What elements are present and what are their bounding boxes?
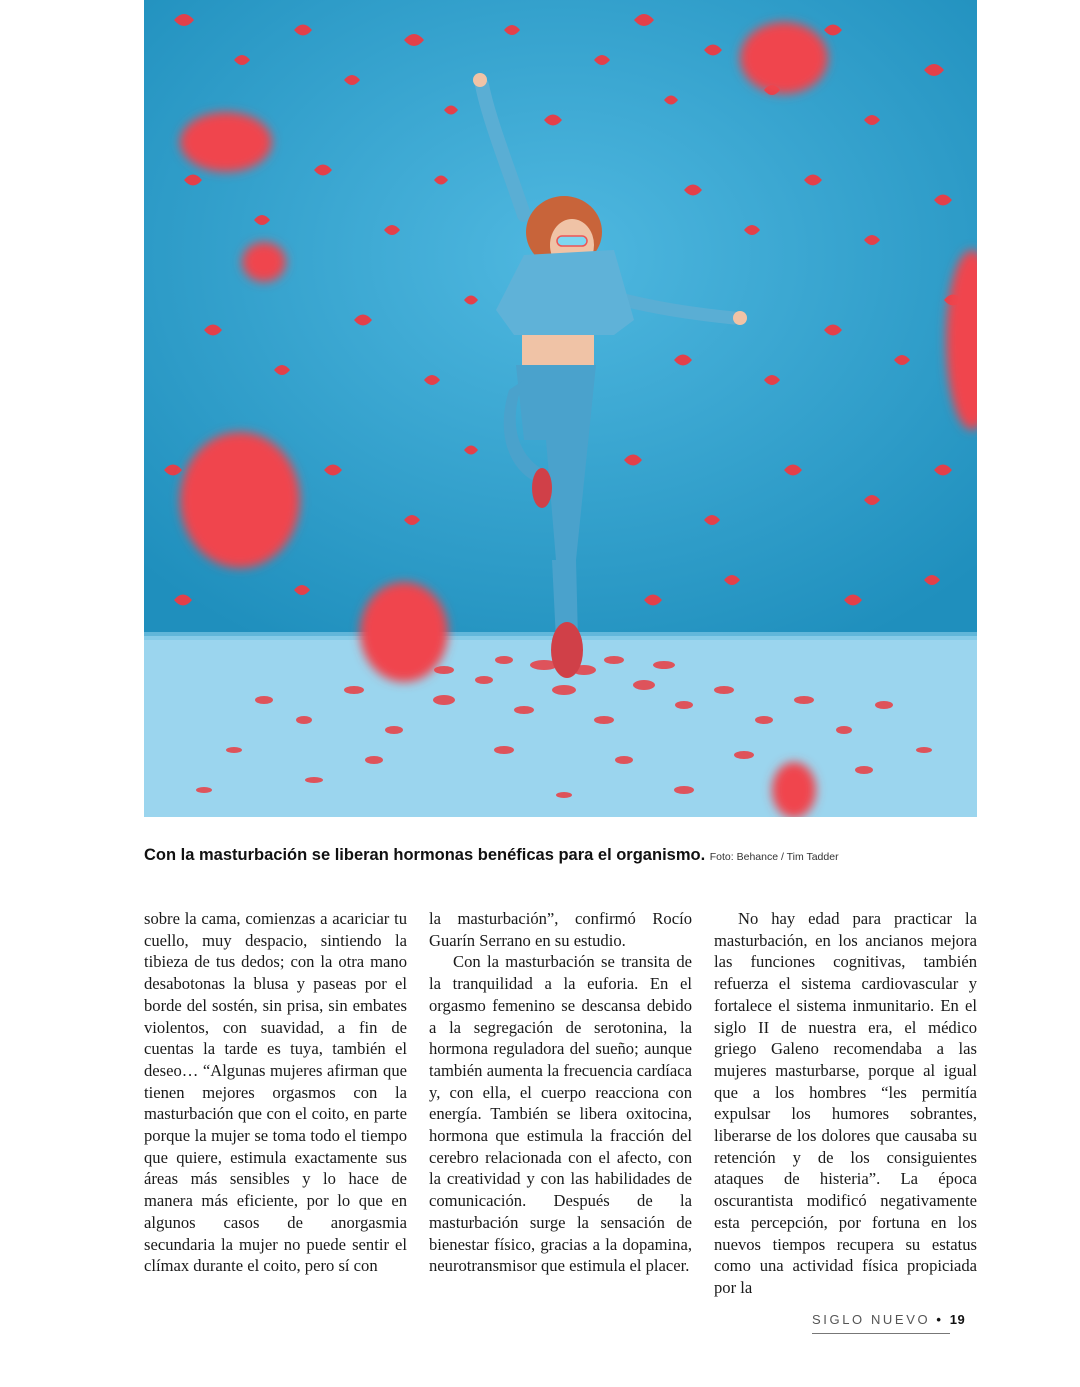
paragraph: Con la masturbación se transita de la tranquilidad a la euforia. En el orgasmo femenino se descansa debido a la segregación de serotonina, la hormona reguladora del sueño; aunque también aumenta la frecuencia cardíaca y, con ella, el cuerpo reacciona con energía. También se libera oxitocina, hormona que estimula la fracción del cerebro relacionada con el afecto, con la creatividad y con las habilidades de comunicación. Después de la masturbación surge la sensación de bienestar físico, gracias a la dopamina, neurotransmisor que estimula el placer. bbox=[429, 952, 692, 1276]
hero-photo bbox=[144, 0, 977, 817]
photo-credit: Foto: Behance / Tim Tadder bbox=[709, 851, 839, 863]
paragraph: la masturbación”, confirmó Rocío Guarín Serrano en su estudio. bbox=[429, 909, 692, 950]
text-column-2 bbox=[429, 908, 692, 1277]
text-column-3 bbox=[714, 908, 977, 1299]
page-number: 19 bbox=[949, 1312, 966, 1327]
page-folio bbox=[812, 1312, 966, 1334]
dancer-rose-petals-photo-icon bbox=[144, 0, 977, 817]
folio-separator: • bbox=[936, 1312, 944, 1327]
caption-text: Con la masturbación se liberan hormonas benéficas para el organismo. bbox=[144, 846, 706, 864]
photo-caption bbox=[144, 843, 977, 869]
magazine-name: SIGLO NUEVO bbox=[812, 1312, 931, 1327]
text-column-1 bbox=[144, 908, 407, 1277]
paragraph: No hay edad para practicar la masturbación, en los ancianos mejora las funciones cognitivas, también refuerza el sistema cardiovascular y fortalece el sistema inmunitario. En el siglo II de nuestra era, el médico griego Galeno recomendaba a las mujeres masturbarse, porque al igual que a los hombres “les permitía expulsar los humores sobrantes, liberarse de los dolores que causaba su retención y de los consiguientes ataques de histeria”. La época oscurantista modificó negativamente esta percepción, por fortuna en los nuevos tiempos recupera su estatus como una actividad física propiciada por la bbox=[714, 909, 977, 1297]
paragraph: sobre la cama, comienzas a acariciar tu cuello, muy despacio, sintiendo la tibieza de tus dedos; con la otra mano desabotonas la blusa y paseas por el borde del sostén, sin prisa, sin embates violentos, con suavidad, a fin de cuentas la tarde es tuya, también el deseo… “Algunas mujeres afirman que tienen mejores orgasmos con la masturbación que con el coito, en parte porque la mujer se toma todo el tiempo que quiere, estimula exactamente sus áreas más sensibles y lo hace de manera más eficiente, por lo que en algunos casos de anorgasmia secundaria la mujer no puede sentir el clímax durante el coito, pero sí con bbox=[144, 909, 407, 1276]
